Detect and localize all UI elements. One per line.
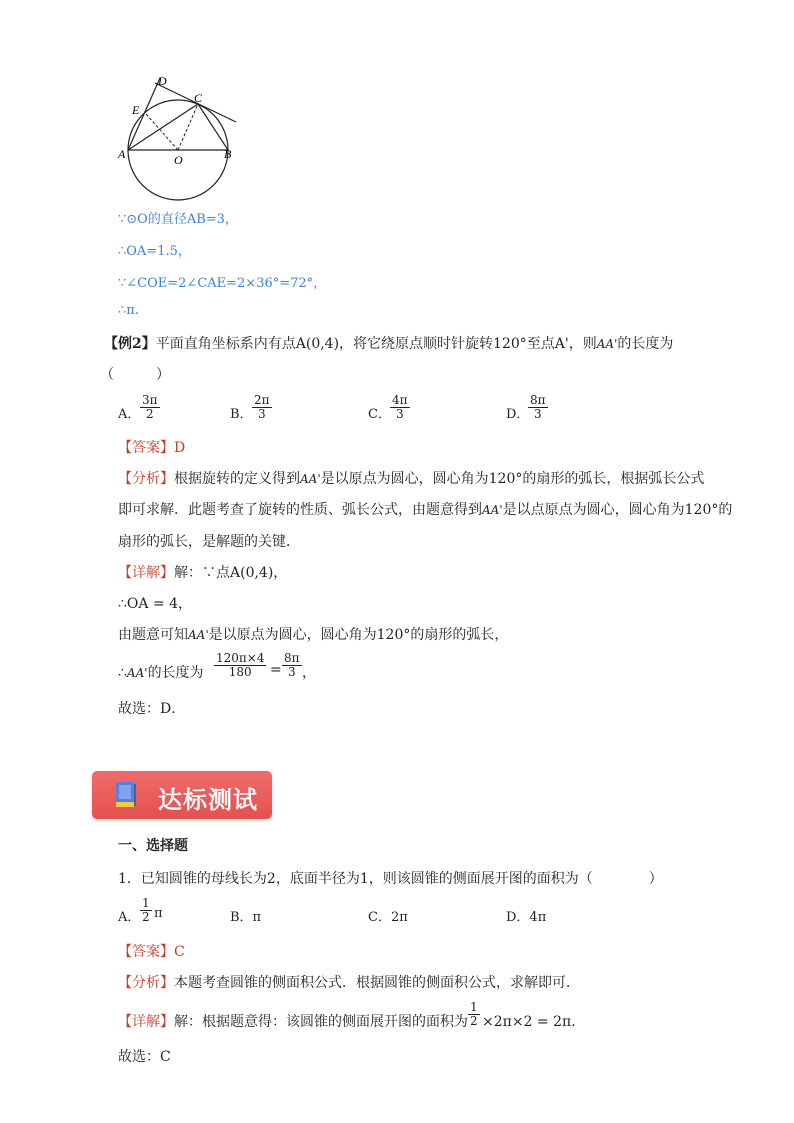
option-c-den: 3 — [390, 407, 410, 421]
solution-line-4: ∴π. — [118, 303, 139, 318]
arc-aa-symbol: AA' — [482, 503, 503, 517]
example2-stem-text: 平面直角坐标系内有点A(0,4)，将它绕原点顺时针旋转120°至点A'，则 — [155, 336, 597, 352]
option-c-num: 4π — [392, 393, 408, 407]
label-c: C — [194, 91, 203, 105]
example2-analysis-line-1 — [118, 468, 704, 488]
detail-l4b: 的长度为 — [147, 665, 204, 681]
q1-analysis-text: 本题考查圆锥的侧面积公式．根据圆锥的侧面积公式，求解即可． — [174, 975, 580, 991]
answer-value: D — [174, 440, 186, 456]
example2-paren: （ ） — [100, 367, 170, 383]
detail-l4-end: ， — [302, 665, 316, 681]
q1-option-a-letter: A． — [118, 910, 141, 925]
option-b-letter: B． — [230, 407, 253, 422]
q1-detail-fraction — [468, 1001, 480, 1028]
arc-aa-symbol: AA' — [596, 337, 618, 351]
q1-answer-value: C — [174, 944, 185, 960]
q1-detail-tag: 【详解】 — [118, 1014, 174, 1030]
answer-tag: 【答案】 — [118, 440, 174, 456]
option-b-den: 3 — [252, 407, 272, 421]
option-a-letter: A． — [118, 407, 141, 422]
label-o: O — [174, 153, 183, 167]
q1-detail-a: 解：根据题意得：该圆锥的侧面展开图的面积为 — [174, 1014, 468, 1030]
section-banner — [92, 771, 272, 819]
q1-option-a-fraction — [140, 897, 152, 924]
label-e: E — [132, 103, 140, 117]
option-c-fraction — [390, 394, 410, 421]
detail-frac2-den: 3 — [282, 665, 302, 679]
q1-option-a-tail: π — [154, 906, 163, 921]
q1-answer — [118, 941, 185, 961]
q1-stem: 1．已知圆锥的母线长为2，底面半径为1，则该圆锥的侧面展开图的面积为（ ） — [118, 871, 663, 887]
example2-analysis-line-2 — [118, 499, 732, 519]
option-c-letter: C． — [368, 407, 391, 422]
solution-line-1: ∵⊙O的直径AB=3， — [118, 212, 238, 227]
detail-frac1-num: 120π×4 — [216, 651, 265, 665]
example2-detail-line-2: ∴OA = 4， — [118, 596, 193, 612]
example2-stem-end: 的长度为 — [617, 336, 674, 352]
detail-tag: 【详解】 — [118, 565, 174, 581]
example2-detail-line-4 — [118, 662, 204, 682]
detail-fraction-1 — [214, 652, 266, 679]
detail-frac1-den: 180 — [214, 665, 266, 679]
analysis-l1b: 是以原点为圆心，圆心角为120°的扇形的弧长，根据弧长公式 — [320, 471, 705, 487]
option-d-fraction — [528, 394, 548, 421]
detail-equals: = — [270, 662, 282, 678]
q1-option-d: D．4π — [506, 910, 547, 925]
option-d-letter: D． — [506, 407, 530, 422]
q1-option-c: C．2π — [368, 910, 408, 925]
example2-stem — [104, 333, 673, 353]
q1-analysis — [118, 972, 580, 992]
option-a-den: 2 — [140, 407, 160, 421]
example2-conclusion: 故选：D． — [118, 701, 186, 717]
option-b-fraction — [252, 394, 272, 421]
option-a-fraction — [140, 394, 160, 421]
example2-answer — [118, 437, 185, 457]
solution-line-2: ∴OA=1.5， — [118, 244, 191, 259]
segment-oe-dashed — [146, 114, 178, 150]
label-d: D — [158, 74, 167, 88]
detail-fraction-2 — [282, 652, 302, 679]
analysis-l2a: 即可求解．此题考查了旋转的性质、弧长公式，由题意得到 — [118, 502, 482, 518]
analysis-l1a: 根据旋转的定义得到 — [174, 471, 300, 487]
q1-detail-num: 1 — [470, 1000, 478, 1014]
solution-line-3: ∵∠COE=2∠CAE=2×36°=72°， — [118, 276, 327, 291]
q1-answer-tag: 【答案】 — [118, 944, 174, 960]
q1-detail — [118, 1011, 468, 1031]
geometry-figure — [110, 68, 250, 204]
example2-detail-line-3 — [118, 624, 508, 644]
option-d-num: 8π — [530, 393, 546, 407]
q1-conclusion: 故选：C — [118, 1049, 171, 1065]
q1-analysis-tag: 【分析】 — [118, 975, 174, 991]
arc-aa-symbol: AA' — [300, 472, 321, 486]
q1-detail-b: ×2π×2 = 2π． — [482, 1014, 586, 1030]
label-a: A — [118, 147, 126, 161]
option-a-num: 3π — [142, 393, 158, 407]
banner-title: 达标测试 — [158, 786, 258, 814]
example2-detail-line-1 — [118, 562, 287, 582]
section-heading: 一、选择题 — [118, 838, 188, 854]
q1-optA-den: 2 — [142, 910, 150, 924]
q1-detail-den: 2 — [470, 1014, 478, 1028]
q1-optA-num: 1 — [142, 896, 150, 910]
example2-tag: 【例2】 — [104, 336, 156, 352]
arc-aa-symbol: AA' — [188, 628, 209, 642]
example2-analysis-line-3: 扇形的弧长，是解题的关键． — [118, 534, 300, 550]
detail-l4a: ∴ — [118, 665, 127, 681]
detail-l1: 解：∵点A(0,4)， — [174, 565, 288, 581]
analysis-l2b: 是以点原点为圆心，圆心角为120°的 — [502, 502, 733, 518]
book-icon — [114, 781, 138, 809]
label-b: B — [224, 147, 232, 161]
option-d-den: 3 — [528, 407, 548, 421]
option-b-num: 2π — [254, 393, 270, 407]
analysis-tag: 【分析】 — [118, 471, 174, 487]
q1-option-b: B．π — [230, 910, 262, 925]
detail-frac2-num: 8π — [284, 651, 300, 665]
detail-l3b: 是以原点为圆心，圆心角为120°的扇形的弧长， — [208, 627, 509, 643]
detail-l3a: 由题意可知 — [118, 627, 188, 643]
arc-aa-symbol: AA' — [126, 666, 148, 680]
